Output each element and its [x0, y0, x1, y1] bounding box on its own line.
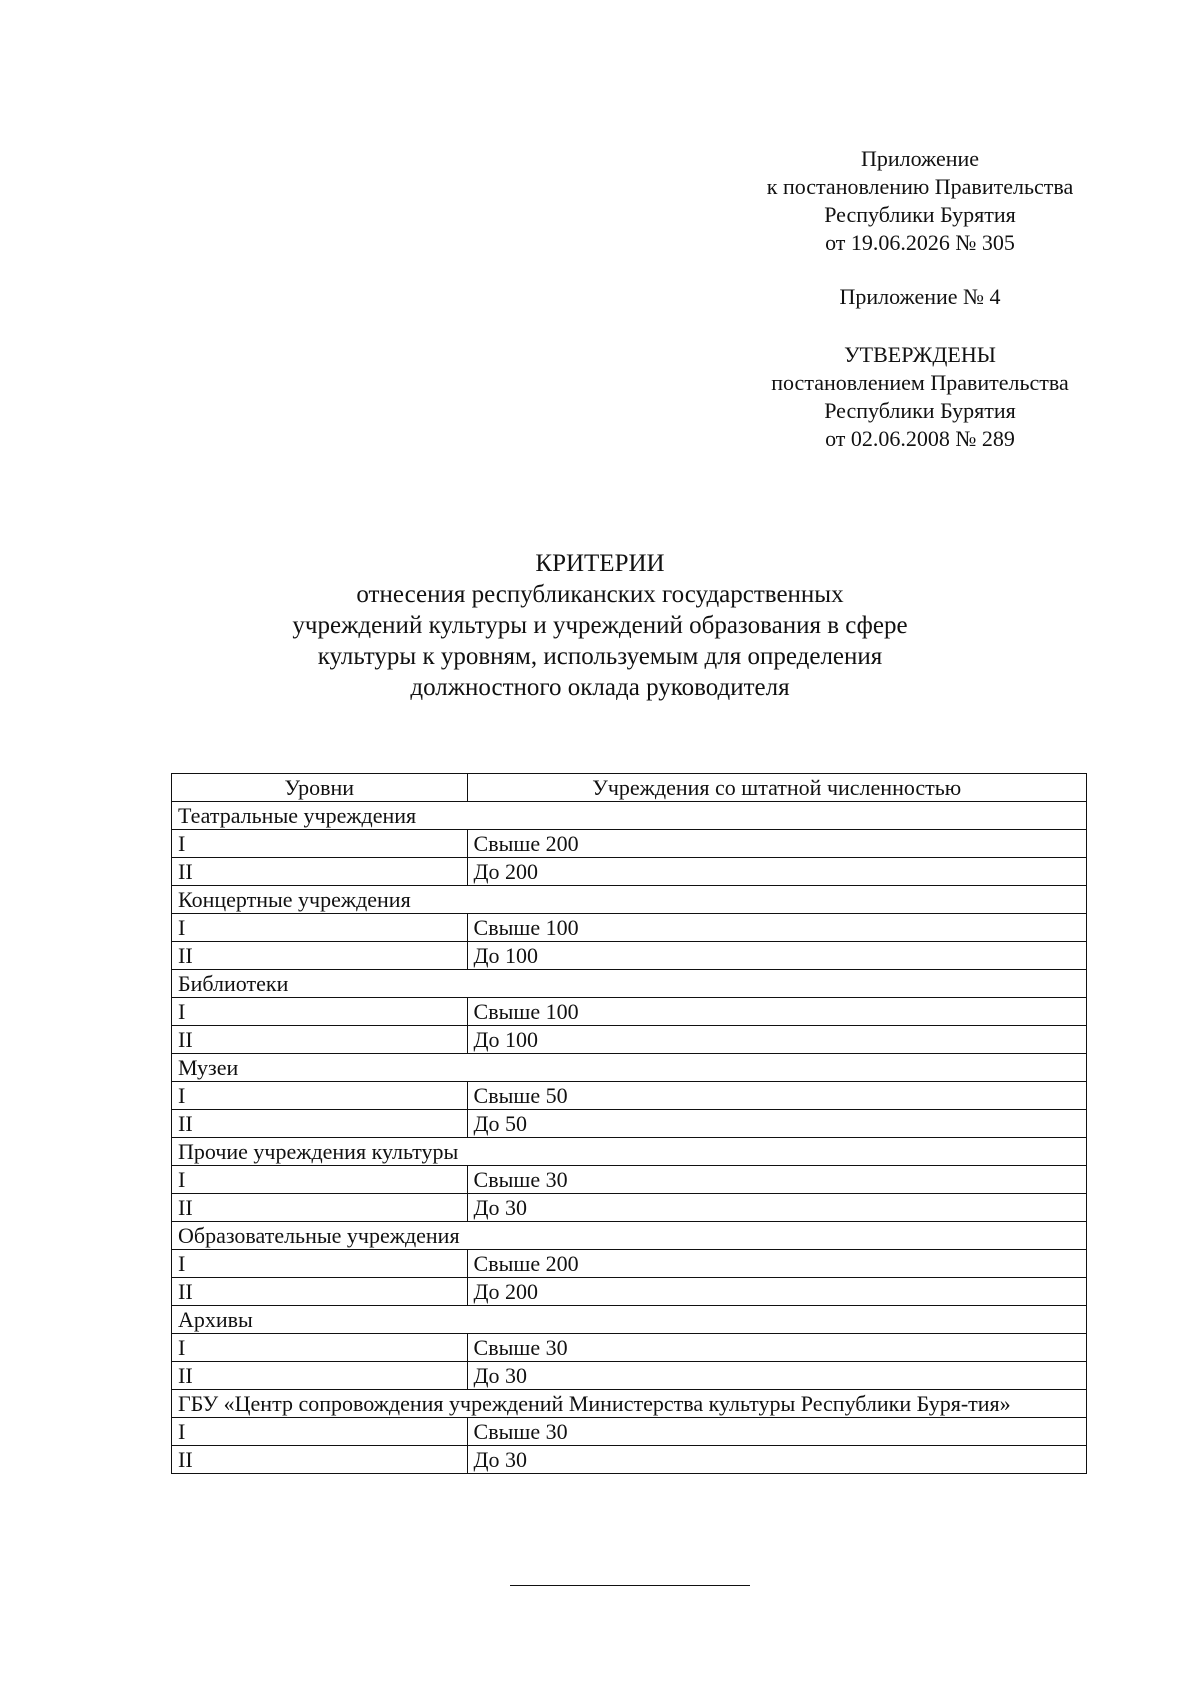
- staff-count-cell: Свыше 200: [467, 1250, 1086, 1278]
- level-cell: II: [172, 1278, 468, 1306]
- group-name-cell: Прочие учреждения культуры: [172, 1138, 1087, 1166]
- group-row: [172, 970, 1087, 998]
- table-row: [172, 998, 1087, 1026]
- appendix-line: Республики Бурятия: [824, 202, 1016, 227]
- level-cell: I: [172, 914, 468, 942]
- appendix-line: от 19.06.2026 № 305: [825, 230, 1015, 255]
- title-subtitle-line: отнесения республиканских государственных: [356, 581, 844, 608]
- table-row: [172, 1418, 1087, 1446]
- table-row: [172, 1250, 1087, 1278]
- document-title: [200, 548, 1000, 703]
- approved-line: Республики Бурятия: [824, 398, 1016, 423]
- group-row: [172, 1054, 1087, 1082]
- level-cell: II: [172, 858, 468, 886]
- approved-line: УТВЕРЖДЕНЫ: [844, 342, 996, 367]
- staff-count-cell: До 200: [467, 858, 1086, 886]
- title-subtitle-line: должностного оклада руководителя: [410, 674, 790, 701]
- staff-count-cell: До 200: [467, 1278, 1086, 1306]
- criteria-table: [171, 773, 1087, 1474]
- table-header-row: [172, 774, 1087, 802]
- group-name-cell: Библиотеки: [172, 970, 1087, 998]
- level-cell: I: [172, 1418, 468, 1446]
- staff-count-cell: До 30: [467, 1194, 1086, 1222]
- table-row: [172, 1446, 1087, 1474]
- staff-count-cell: До 100: [467, 1026, 1086, 1054]
- appendix-number-text: Приложение № 4: [839, 284, 1001, 309]
- group-row: [172, 1222, 1087, 1250]
- level-cell: II: [172, 1110, 468, 1138]
- group-name-cell: ГБУ «Центр сопровождения учреждений Министерства культуры Республики Буря-тия»: [172, 1390, 1087, 1418]
- level-cell: II: [172, 1026, 468, 1054]
- table-row: [172, 1026, 1087, 1054]
- level-cell: II: [172, 942, 468, 970]
- table-row: [172, 1334, 1087, 1362]
- group-name-cell: Концертные учреждения: [172, 886, 1087, 914]
- appendix-line: к постановлению Правительства: [766, 174, 1074, 199]
- table-body: [172, 802, 1087, 1474]
- title-subtitle-line: культуры к уровням, используемым для определения: [317, 643, 883, 670]
- level-cell: II: [172, 1446, 468, 1474]
- group-row: [172, 1306, 1087, 1334]
- staff-count-cell: Свыше 200: [467, 830, 1086, 858]
- level-cell: I: [172, 1334, 468, 1362]
- staff-count-cell: Свыше 30: [467, 1334, 1086, 1362]
- level-cell: I: [172, 1082, 468, 1110]
- group-name-cell: Театральные учреждения: [172, 802, 1087, 830]
- table-row: [172, 1278, 1087, 1306]
- staff-count-cell: Свыше 100: [467, 914, 1086, 942]
- appendix-reference: [740, 145, 1100, 257]
- table-row: [172, 1082, 1087, 1110]
- level-cell: I: [172, 1166, 468, 1194]
- staff-count-cell: Свыше 30: [467, 1166, 1086, 1194]
- group-row: [172, 1138, 1087, 1166]
- group-name-cell: Образовательные учреждения: [172, 1222, 1087, 1250]
- level-cell: I: [172, 998, 468, 1026]
- staff-count-cell: До 30: [467, 1362, 1086, 1390]
- table-row: [172, 1362, 1087, 1390]
- staff-count-cell: До 30: [467, 1446, 1086, 1474]
- level-cell: II: [172, 1194, 468, 1222]
- level-cell: II: [172, 1362, 468, 1390]
- approved-line: от 02.06.2008 № 289: [825, 426, 1015, 451]
- group-row: [172, 802, 1087, 830]
- table-row: [172, 830, 1087, 858]
- level-cell: I: [172, 830, 468, 858]
- footer-divider: [510, 1585, 750, 1586]
- staff-count-cell: Свыше 50: [467, 1082, 1086, 1110]
- approved-line: постановлением Правительства: [771, 370, 1069, 395]
- appendix-line: Приложение: [860, 146, 980, 171]
- table-row: [172, 858, 1087, 886]
- staff-count-cell: До 100: [467, 942, 1086, 970]
- level-cell: I: [172, 1250, 468, 1278]
- group-row: [172, 1390, 1087, 1418]
- title-heading: КРИТЕРИИ: [535, 550, 665, 577]
- appendix-number: [740, 283, 1100, 311]
- group-name-cell: Музеи: [172, 1054, 1087, 1082]
- table-row: [172, 914, 1087, 942]
- approval-stamp: [740, 341, 1100, 453]
- table-row: [172, 1166, 1087, 1194]
- header-levels: Уровни: [172, 774, 468, 802]
- staff-count-cell: Свыше 30: [467, 1418, 1086, 1446]
- group-name-cell: Архивы: [172, 1306, 1087, 1334]
- table-row: [172, 1110, 1087, 1138]
- header-staff-count: Учреждения со штатной численностью: [467, 774, 1086, 802]
- group-row: [172, 886, 1087, 914]
- table-row: [172, 1194, 1087, 1222]
- staff-count-cell: До 50: [467, 1110, 1086, 1138]
- staff-count-cell: Свыше 100: [467, 998, 1086, 1026]
- table-row: [172, 942, 1087, 970]
- title-subtitle-line: учреждений культуры и учреждений образования в сфере: [292, 612, 908, 639]
